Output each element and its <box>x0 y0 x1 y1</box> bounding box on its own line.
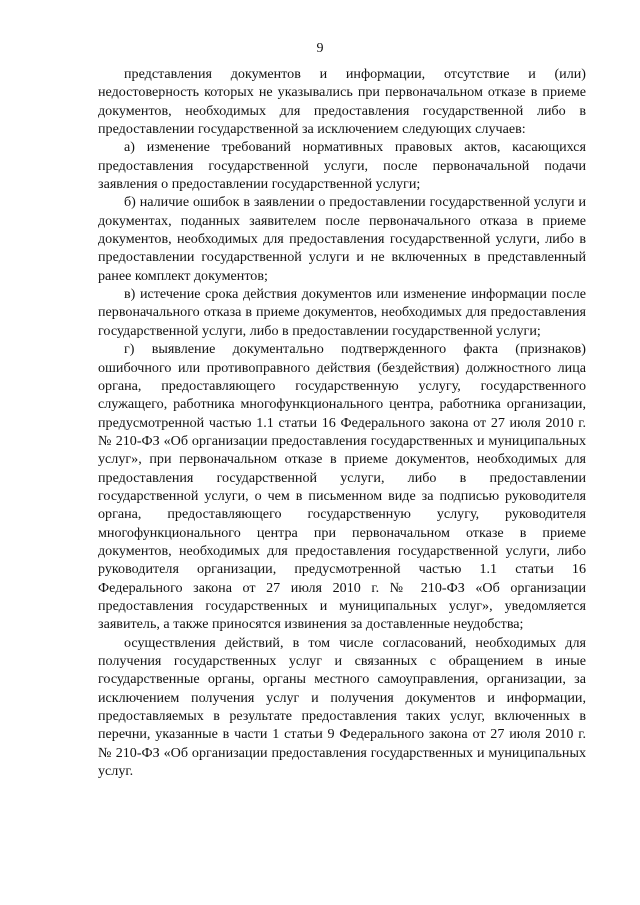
paragraph-continuation: представления документов и информации, отсутствие и (или) недостоверность которых не указывались при первоначальном отказе в приеме документов, необходимых для предоставления государственной либо в предоставлении государственной за исключением следующих случаев: <box>98 66 586 138</box>
paragraph-item-g: г) выявление документально подтвержденного факта (признаков) ошибочного или противоправного действия (бездействия) должностного лица органа, предоставляющего государственную услугу, государственного служащего, работника многофункционального центра, работника организации, предусмотренной частью 1.1 статьи 16 Федерального закона от 27 июля 2010 г. № 210-ФЗ «Об организации предоставления государственных и муниципальных услуг», при первоначальном отказе в приеме документов, необходимых для предоставления государственной услуги, либо в предоставлении государственной услуги, о чем в письменном виде за подписью руководителя органа, предоставляющего государственную услугу, руководителя многофункционального центра при первоначальном отказе в приеме документов, необходимых для предоставления государственной услуги, либо руководителя организации, предусмотренной частью 1.1 статьи 16 Федерального закона от 27 июля 2010 г. № 210-ФЗ «Об организации предоставления государственных и муниципальных услуг», уведомляется заявитель, а также приносятся извинения за доставленные неудобства; <box>98 341 586 633</box>
paragraph-item-v: в) истечение срока действия документов или изменение информации после первоначального отказа в приеме документов, необходимых для предоставления государственной услуги, либо в предоставлении государственной услуги; <box>98 286 586 339</box>
document-body <box>98 65 586 780</box>
page-number: 9 <box>316 41 324 56</box>
paragraph-actions: осуществления действий, в том числе согласований, необходимых для получения государственных услуг и связанных с обращением в иные государственные органы, органы местного самоуправления, организации, за исключением получения услуг и получения документов и информации, предоставляемых в результате предоставления таких услуг, включенных в перечни, указанные в части 1 статьи 9 Федерального закона от 27 июля 2010 г. № 210-ФЗ «Об организации предоставления государственных и муниципальных услуг. <box>98 634 586 780</box>
paragraph-item-a: а) изменение требований нормативных правовых актов, касающихся предоставления государственной услуги, после первоначальной подачи заявления о предоставлении государственной услуги; <box>98 139 586 193</box>
paragraph-item-b: б) наличие ошибок в заявлении о предоставлении государственной услуги и документах, поданных заявителем после первоначального отказа в приеме документов, необходимых для предоставления государственной услуги, либо в предоставлении государственной услуги и не включенных в представленный ранее комплект документов; <box>98 194 586 284</box>
